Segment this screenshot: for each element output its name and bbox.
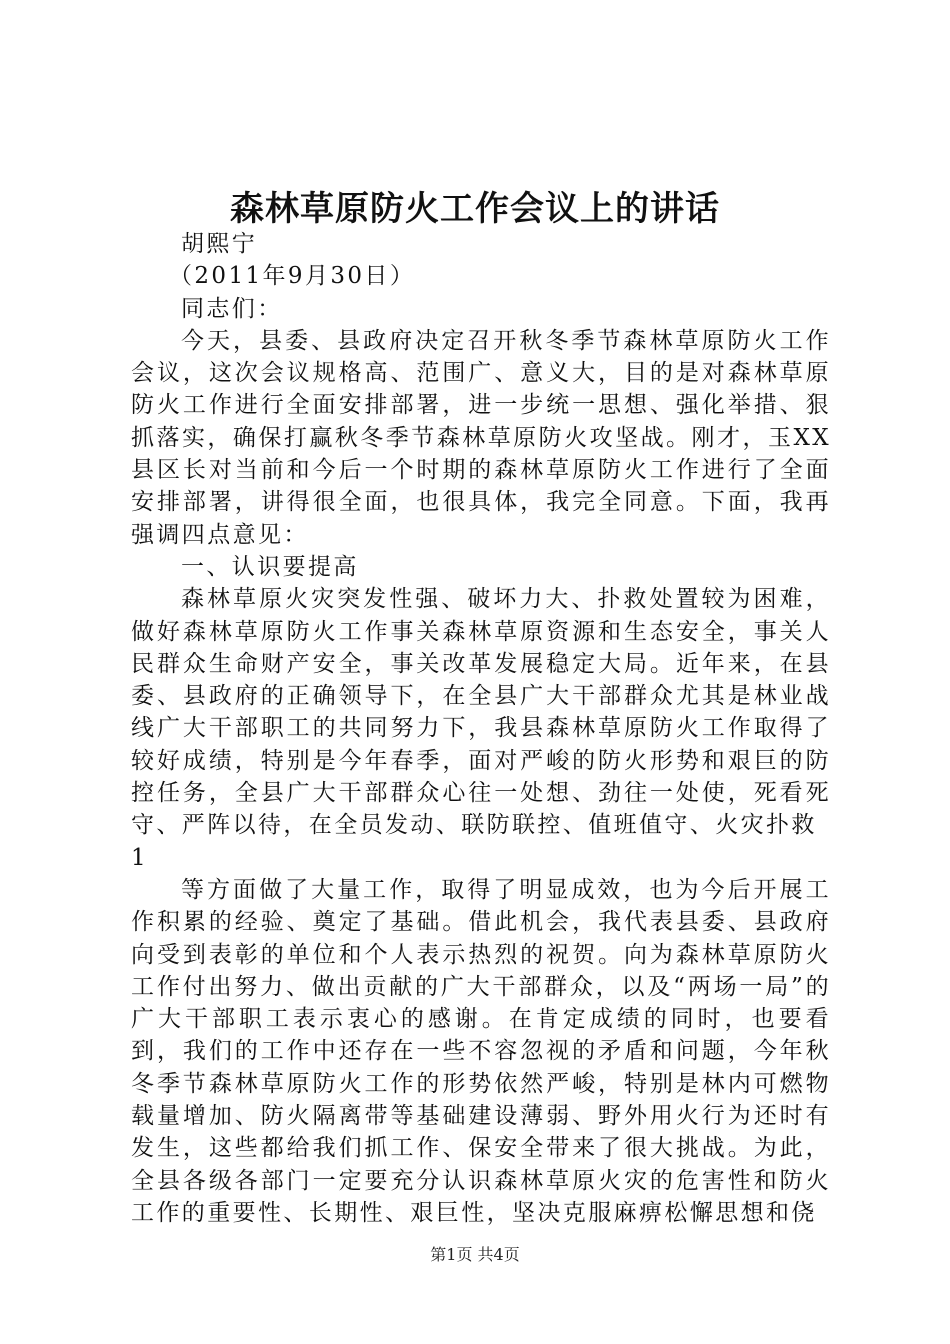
- document-title: 森林草原防火工作会议上的讲话: [230, 189, 720, 229]
- page-footer: 第1页 共4页: [430, 1245, 520, 1264]
- page-break-number: 1: [131, 844, 149, 871]
- section-heading-1: 一、认识要提高: [181, 553, 359, 580]
- author-line: 胡熙宁: [181, 231, 258, 257]
- paragraph-2: 森林草原火灾突发性强、破坏力大、扑救处置较为困难，做好森林草原防火工作事关森林草原资源和生态安全，事关人民群众生命财产安全，事关改革发展稳定大局。近年来，在县委、县政府的正确领导下，在全县广大干部群众尤其是林业战线广大干部职工的共同努力下，我县森林草原防火工作取得了较好成绩，特别是今年春季，面对严峻的防火形势和艰巨的防控任务，全县广大干部群众心往一处想、劲往一处使，死看死守、严阵以待，在全员发动、联防联控、值班值守、火灾扑救: [131, 586, 831, 839]
- document-body: [131, 228, 831, 1229]
- paragraph-1: 今天，县委、县政府决定召开秋冬季节森林草原防火工作会议，这次会议规格高、范围广、意义大，目的是对森林草原防火工作进行全面安排部署，进一步统一思想、强化举措、狠抓落实，确保打赢秋冬季节森林草原防火攻坚战。刚才，玉XX县区长对当前和今后一个时期的森林草原防火工作进行了全面安排部署，讲得很全面，也很具体，我完全同意。下面，我再强调四点意见：: [131, 327, 831, 548]
- salutation-line: 同志们：: [181, 295, 283, 322]
- date-line: （2011年9月30日）: [169, 263, 416, 290]
- paragraph-3: 等方面做了大量工作，取得了明显成效，也为今后开展工作积累的经验、奠定了基础。借此机会，我代表县委、县政府向受到表彰的单位和个人表示热烈的祝贺。向为森林草原防火工作付出努力、做出贡献的广大干部群众，以及“两场一局”的广大干部职工表示衷心的感谢。在肯定成绩的同时，也要看到，我们的工作中还存在一些不容忽视的矛盾和问题，今年秋冬季节森林草原防火工作的形势依然严峻，特别是林内可燃物载量增加、防火隔离带等基础建设薄弱、野外用火行为还时有发生，这些都给我们抓工作、保安全带来了很大挑战。为此，全县各级各部门一定要充分认识森林草原火灾的危害性和防火工作的重要性、长期性、艰巨性，坚决克服麻痹松懈思想和侥: [131, 876, 831, 1226]
